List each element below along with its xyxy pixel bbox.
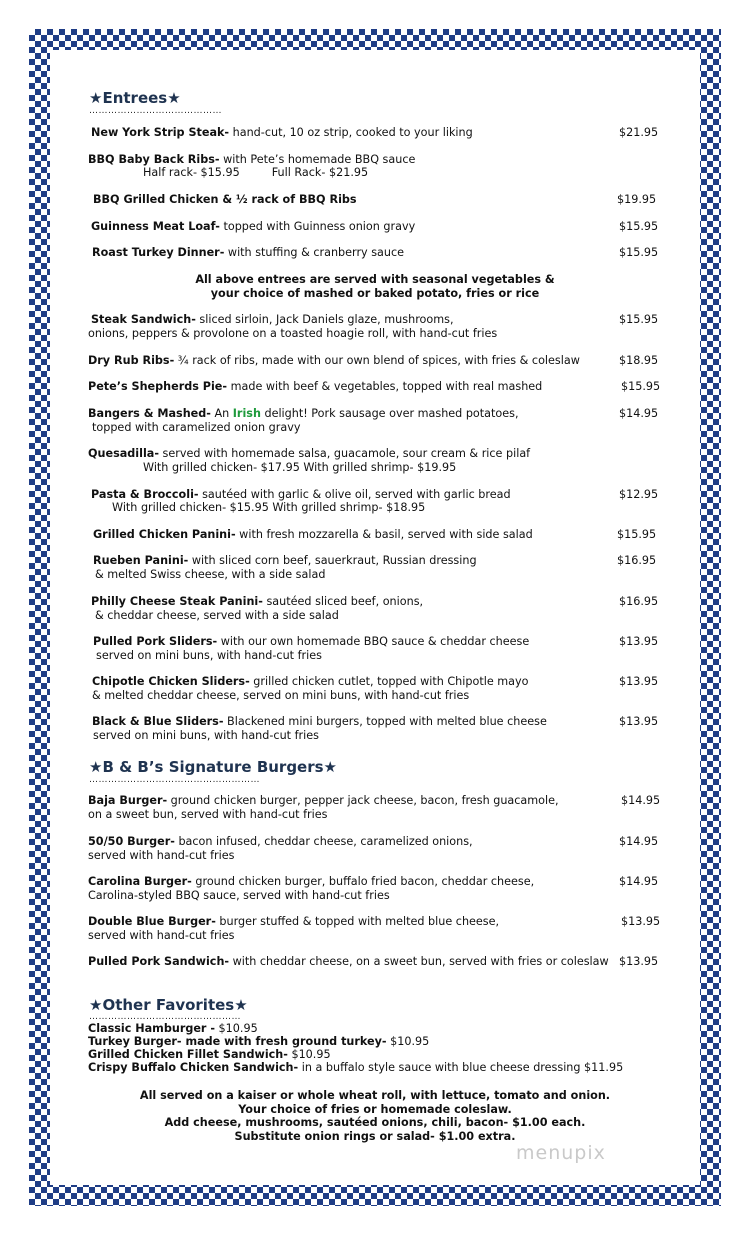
- item-desc: in a buffalo style sauce with blue cheese dressing $11.95: [298, 1061, 624, 1074]
- item-name: Pasta & Broccoli-: [91, 488, 199, 501]
- item-price: $15.95: [619, 313, 659, 326]
- item-desc-line2: Carolina-styled BBQ sauce, served with hand-cut fries: [88, 889, 390, 902]
- entrees-note: [0, 273, 750, 300]
- item-name: Turkey Burger- made with fresh ground turkey-: [88, 1035, 387, 1048]
- item-price: $15.95: [619, 246, 659, 259]
- item-price: $12.95: [619, 488, 659, 501]
- item-desc: with Pete’s homemade BBQ sauce: [219, 153, 416, 166]
- item-name: Baja Burger-: [88, 794, 168, 807]
- item-name: Crispy Buffalo Chicken Sandwich-: [88, 1061, 299, 1074]
- item-desc: bacon infused, cheddar cheese, caramelized onions,: [174, 835, 473, 848]
- item-name: Rueben Panini-: [93, 554, 189, 567]
- item-price: $14.95: [619, 875, 659, 888]
- item-desc: with sliced corn beef, sauerkraut, Russian dressing: [188, 554, 477, 567]
- item-desc: with stuffing & cranberry sauce: [224, 246, 405, 259]
- item-name: Grilled Chicken Panini-: [93, 528, 236, 541]
- item-desc: served with homemade salsa, guacamole, sour cream & rice pilaf: [158, 447, 531, 460]
- item-desc: ground chicken burger, buffalo fried bacon, cheddar cheese,: [191, 875, 535, 888]
- section-heading-entrees: ★Entrees★: [89, 89, 181, 107]
- item-desc-line2: on a sweet bun, served with hand-cut fries: [88, 808, 328, 821]
- list-item: [88, 1035, 429, 1048]
- item-desc-line2: topped with caramelized onion gravy: [92, 421, 301, 434]
- item-price: $21.95: [619, 126, 659, 139]
- section-heading-burgers: ★B & B’s Signature Burgers★: [89, 758, 338, 776]
- list-item: [88, 1022, 258, 1035]
- item-price: $14.95: [621, 794, 661, 807]
- item-name: Pete’s Shepherds Pie-: [88, 380, 228, 393]
- item-desc-line2: With grilled chicken- $15.95 With grilled shrimp- $18.95: [112, 501, 426, 514]
- item-price: $18.95: [619, 354, 659, 367]
- note-line: Substitute onion rings or salad- $1.00 extra.: [234, 1129, 516, 1143]
- item-desc: $10.95: [386, 1035, 430, 1048]
- item-desc: Blackened mini burgers, topped with melted blue cheese: [223, 715, 547, 728]
- note-line: Add cheese, mushrooms, sautéed onions, chili, bacon- $1.00 each.: [164, 1116, 586, 1130]
- item-name: Bangers & Mashed-: [88, 407, 211, 420]
- item-desc: burger stuffed & topped with melted blue cheese,: [215, 915, 500, 928]
- item-price: $16.95: [617, 554, 657, 567]
- item-desc: $10.95: [215, 1022, 258, 1035]
- irish-highlight: Irish: [232, 407, 261, 420]
- item-name: Guinness Meat Loaf-: [91, 220, 220, 233]
- note-line: Your choice of fries or homemade coleslaw.: [238, 1102, 512, 1116]
- menupix-watermark: menupix: [516, 1142, 606, 1164]
- item-desc: hand-cut, 10 oz strip, cooked to your liking: [229, 126, 473, 139]
- item-desc-line2: served with hand-cut fries: [88, 849, 235, 862]
- section-heading-favorites: ★Other Favorites★: [89, 996, 248, 1014]
- item-desc-line2: & cheddar cheese, served with a side salad: [95, 609, 339, 622]
- item-name: Double Blue Burger-: [88, 915, 216, 928]
- item-desc: ground chicken burger, pepper jack cheese, bacon, fresh guacamole,: [167, 794, 559, 807]
- item-price: $13.95: [619, 715, 659, 728]
- dotted-rule: …………………………………………: [89, 1012, 241, 1022]
- item-price: $13.95: [619, 675, 659, 688]
- item-name: Roast Turkey Dinner-: [92, 246, 225, 259]
- item-desc: ¾ rack of ribs, made with our own blend of spices, with fries & coleslaw: [174, 354, 580, 367]
- item-price: $15.95: [617, 528, 657, 541]
- item-name: Pulled Pork Sandwich-: [88, 955, 230, 968]
- item-desc-line2: & melted cheddar cheese, served on mini buns, with hand-cut fries: [92, 689, 470, 702]
- item-desc: made with beef & vegetables, topped with real mashed: [227, 380, 543, 393]
- item-desc-line2: served on mini buns, with hand-cut fries: [93, 729, 319, 742]
- dotted-rule: ……………………………………: [89, 106, 222, 116]
- item-name: New York Strip Steak-: [91, 126, 230, 139]
- item-price: $14.95: [619, 407, 659, 420]
- item-price: $15.95: [621, 380, 661, 393]
- item-desc: with fresh mozzarella & basil, served with side salad: [235, 528, 533, 541]
- item-desc: with cheddar cheese, on a sweet bun, served with fries or coleslaw: [229, 955, 609, 968]
- list-item: [88, 1048, 331, 1061]
- item-desc-line2: Half rack- $15.95 Full Rack- $21.95: [143, 166, 369, 179]
- list-item: [88, 1061, 623, 1074]
- item-desc-line2: onions, peppers & provolone on a toasted hoagie roll, with hand-cut fries: [88, 327, 498, 340]
- item-desc: delight! Pork sausage over mashed potatoes,: [260, 407, 519, 420]
- item-desc: $10.95: [287, 1048, 331, 1061]
- item-desc: grilled chicken cutlet, topped with Chipotle mayo: [249, 675, 529, 688]
- item-price: $19.95: [617, 193, 657, 206]
- item-price: $15.95: [619, 220, 659, 233]
- item-desc: sautéed sliced beef, onions,: [262, 595, 424, 608]
- favorites-footer-note: [0, 1089, 750, 1143]
- item-name: Pulled Pork Sliders-: [93, 635, 218, 648]
- item-desc-line2: served with hand-cut fries: [88, 929, 235, 942]
- note-line: All served on a kaiser or whole wheat roll, with lettuce, tomato and onion.: [139, 1089, 611, 1102]
- dotted-rule: ………………………………………………: [89, 775, 260, 785]
- item-name: Chipotle Chicken Sliders-: [92, 675, 250, 688]
- item-name: Classic Hamburger -: [88, 1022, 215, 1035]
- note-line: your choice of mashed or baked potato, fries or rice: [210, 286, 540, 300]
- item-name: BBQ Grilled Chicken & ½ rack of BBQ Ribs: [93, 193, 357, 206]
- item-name: Carolina Burger-: [88, 875, 192, 888]
- item-desc: topped with Guinness onion gravy: [219, 220, 416, 233]
- item-desc-line2: With grilled chicken- $17.95 With grilled shrimp- $19.95: [143, 461, 457, 474]
- item-name: 50/50 Burger-: [88, 835, 175, 848]
- item-name: Steak Sandwich-: [91, 313, 196, 326]
- item-desc-line2: & melted Swiss cheese, with a side salad: [95, 568, 326, 581]
- item-price: $13.95: [621, 915, 661, 928]
- item-price: $13.95: [619, 955, 659, 968]
- item-desc: sliced sirloin, Jack Daniels glaze, mushrooms,: [195, 313, 454, 326]
- item-desc: with our own homemade BBQ sauce & cheddar cheese: [217, 635, 530, 648]
- item-name: Black & Blue Sliders-: [92, 715, 224, 728]
- item-name: Grilled Chicken Fillet Sandwich-: [88, 1048, 288, 1061]
- item-name: Dry Rub Ribs-: [88, 354, 175, 367]
- item-name: Philly Cheese Steak Panini-: [91, 595, 263, 608]
- item-desc-line2: served on mini buns, with hand-cut fries: [96, 649, 322, 662]
- item-price: $13.95: [619, 635, 659, 648]
- note-line: All above entrees are served with seasonal vegetables &: [195, 273, 555, 286]
- item-desc: An: [210, 407, 233, 420]
- item-name: BBQ Baby Back Ribs-: [88, 153, 220, 166]
- item-desc: sautéed with garlic & olive oil, served with garlic bread: [198, 488, 511, 501]
- item-price: $14.95: [619, 835, 659, 848]
- item-price: $16.95: [619, 595, 659, 608]
- item-name: Quesadilla-: [88, 447, 159, 460]
